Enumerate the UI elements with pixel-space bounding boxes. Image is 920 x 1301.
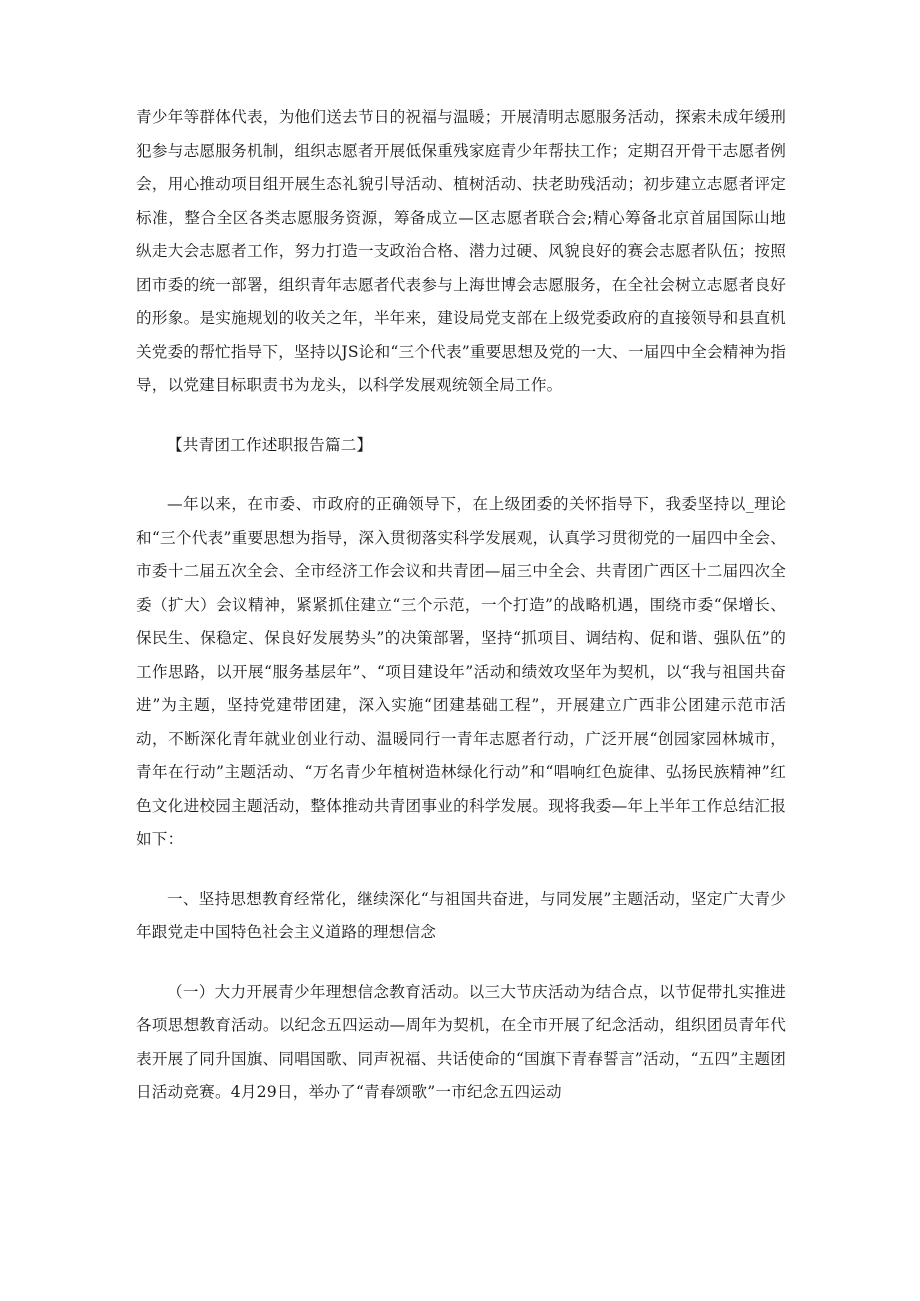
paragraph-intro: —年以来，在市委、市政府的正确领导下，在上级团委的关怀指导下，我委坚持以_理论和“三个代表”重要思想为指导，深入贯彻落实科学发展观，认真学习贯彻党的一届四中全会、市委十二届五次全会、全市经济工作会议和共青团—届三中全会、共青团广西区十二届四次全委（扩大）会议精神，紧紧抓住建立“三个示范，一个打造”的战略机遇，围绕市委“保增长、保民生、保稳定、保良好发展势头”的决策部署，坚持“抓项目、调结构、促和谐、强队伍”的工作思路，以开展“服务基层年”、“项目建设年”活动和绩效攻坚年为契机，以“我与祖国共奋进”为主题，坚持党建带团建，深入实施“团建基础工程”，开展建立广西非公团建示范市活动，不断深化青年就业创业行动、温暖同行一青年志愿者行动，广泛开展“创园家园林城市，青年在行动”主题活动、“万名青少年植树造林绿化行动”和“唱响红色旋律、弘扬民族精神”红色文化进校园主题活动，整体推动共青团事业的科学发展。现将我委—年上半年工作总结汇报如下：: [136, 495, 786, 848]
paragraph-section-one: 一、坚持思想教育经常化，继续深化“与祖国共奋进，与同发展”主题活动，坚定广大青少年跟党走中国特色社会主义道路的理想信念: [136, 889, 786, 941]
section-heading: 【共青团工作述职报告篇二】: [167, 435, 373, 454]
paragraph-volunteer-work: 青少年等群体代表，为他们送去节日的祝福与温暖；开展清明志愿服务活动，探索未成年缓刑犯参与志愿服务机制，组织志愿者开展低保重残家庭青少年帮扶工作；定期召开骨干志愿者例会，用心推动项目组开展生态礼貌引导活动、植树活动、扶老助残活动；初步建立志愿者评定标准，整合全区各类志愿服务资源，筹备成立—区志愿者联合会;精心筹备北京首届国际山地纵走大会志愿者工作，努力打造一支政治合格、潜力过硬、风貌良好的赛会志愿者队伍；按照团市委的统一部署，组织青年志愿者代表参与上海世博会志愿服务，在全社会树立志愿者良好的形象。是实施规划的收关之年，半年来，建设局党支部在上级党委政府的直接领导和县直机关党委的帮忙指导下，坚持以JS论和“三个代表”重要思想及党的一大、一届四中全会精神为指导，以党建目标职责书为龙头，以科学发展观统领全局工作。: [136, 108, 786, 394]
paragraph-subsection-one: （一）大力开展青少年理想信念教育活动。以三大节庆活动为结合点，以节促带扎实推进各项思想教育活动。以纪念五四运动—周年为契机，在全市开展了纪念活动，组织团员青年代表开展了同升国旗、同唱国歌、同声祝福、共话使命的“国旗下青春誓言”活动，“五四”主题团日活动竞赛。4月29日，举办了“青春颂歌”一市纪念五四运动: [136, 982, 786, 1101]
document-body: [136, 101, 786, 1110]
